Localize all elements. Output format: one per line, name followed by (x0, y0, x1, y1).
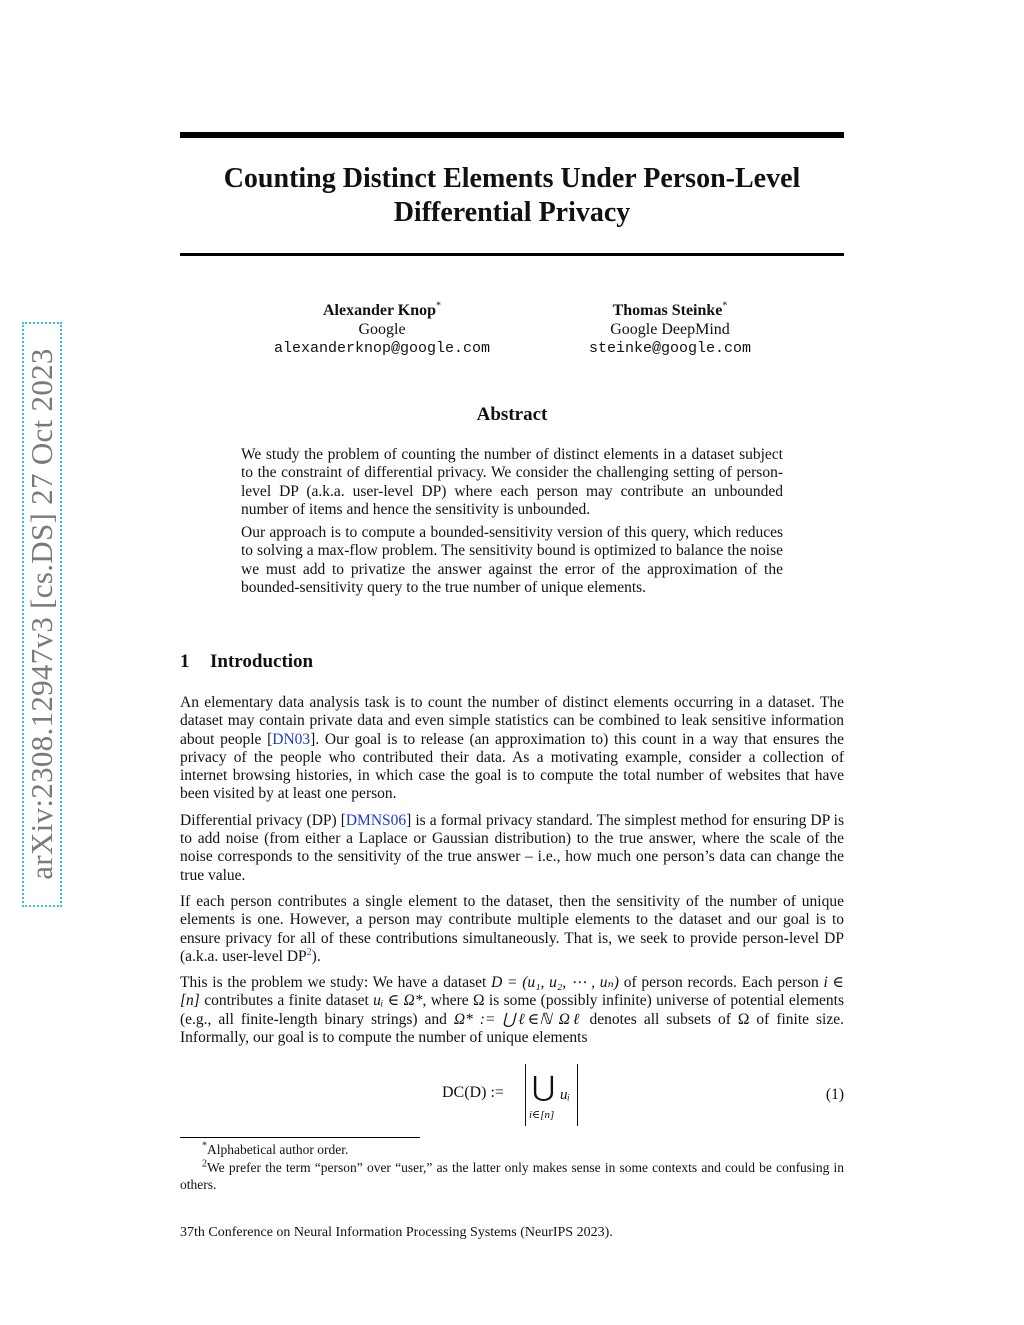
equation-lhs: DC(D) := (442, 1084, 504, 1101)
title-bottom-rule (180, 253, 844, 256)
arxiv-identifier[interactable]: arXiv:2308.12947v3 [cs.DS] 27 Oct 2023 (24, 348, 59, 880)
union-symbol: ⋃ (532, 1072, 555, 1103)
author-mark: * (722, 300, 728, 312)
author-name: Alexander Knop (322, 302, 437, 319)
math-inline: Ω* := ⋃ℓ∈ℕ Ωℓ (453, 1010, 583, 1028)
title-top-rule (180, 132, 844, 138)
paper-title (180, 162, 844, 230)
intro-paragraph-3: If each person contributes a single element to the dataset, then the sensitivity of the number of unique elements is one. However, a person may contribute multiple elements to the dataset and our goal is to ensure privacy for all of these contributions simultaneously. That is, we seek to provide person-level DP (a.k.a. user-level DP$^2$). (180, 892, 844, 965)
abstract-paragraph-2: Our approach is to compute a bounded-sensitivity version of this query, which reduces to solving a max-flow problem. The sensitivity bound is optimized to balance the noise we must add to privatize the answer against the error of the approximation of the bounded-sensitivity query to the true number of unique elements. (241, 524, 783, 597)
author-name: Thomas Steinke (612, 302, 723, 319)
author-email[interactable]: alexanderknop@google.com (273, 340, 491, 357)
section-heading-introduction (180, 651, 313, 673)
section-number: 1 (180, 651, 190, 672)
abs-bar-right (577, 1064, 578, 1126)
math-inline: uᵢ ∈ Ω* (373, 992, 423, 1010)
title-line-2: Differential Privacy (393, 197, 631, 228)
introduction-body (180, 694, 844, 1055)
union-term: uᵢ (560, 1087, 570, 1103)
author-mark: * (436, 300, 442, 312)
intro-paragraph-2: Differential privacy (DP) [DMNS06] is a formal privacy standard. The simplest method for ensuring DP is to add noise (from either a Laplace or Gaussian distribution) to the true answer, where the scale of the noise corresponds to the sensitivity of the true answer – i.e., how much one person’s data can change the true value. (180, 811, 844, 884)
footnote-link[interactable]: 2 (306, 946, 312, 958)
abstract-body (241, 446, 783, 602)
math-inline: i ∈ [n] (180, 974, 844, 1010)
author-block-2 (545, 301, 795, 358)
author-block-1 (232, 301, 532, 358)
footnotes (180, 1141, 844, 1194)
author-affiliation: Google (358, 321, 406, 338)
abstract-paragraph-1: We study the problem of counting the number of distinct elements in a dataset subject to the constraint of differential privacy. We consider the challenging setting of person-level DP (a.k.a. user-level DP) where each person may contribute an unbounded number of items and hence the sensitivity is unbounded. (241, 446, 783, 518)
abstract-heading: Abstract (476, 404, 548, 425)
author-affiliation: Google DeepMind (610, 321, 730, 338)
equation-number: (1) (825, 1086, 844, 1103)
citation-link[interactable]: DMNS06 (345, 811, 407, 829)
section-title: Introduction (210, 651, 314, 672)
title-line-1: Counting Distinct Elements Under Person-Level (223, 163, 801, 194)
venue-note: 37th Conference on Neural Information Processing Systems (NeurIPS 2023). (180, 1225, 613, 1240)
intro-paragraph-1: An elementary data analysis task is to count the number of distinct elements occurring in a dataset. The dataset may contain private data and even simple statistics can be combined to leak sensitive information about people [DN03]. Our goal is to release (an approximation to) this count in a way that ensures the privacy of the people who contributed their data. As a motivating example, consider a collection of internet browsing histories, in which case the goal is to compute the total number of websites that have been visited by at least one person. (180, 694, 844, 803)
math-inline: D = (u₁, u₂, ⋯ , uₙ) (491, 974, 619, 992)
equation-1 (180, 1064, 844, 1128)
intro-paragraph-4: This is the problem we study: We have a dataset D = (u₁, u₂, ⋯ , uₙ) of person records. Each person i ∈ [n] contributes a finite dataset uᵢ ∈ Ω*, where Ω is some (possibly infinite) universe of potential elements (e.g., all finite-length binary strings) and Ω* := ⋃ℓ∈ℕ Ωℓ denotes all subsets of Ω of finite size. Informally, our goal is to compute the number of unique elements (180, 974, 845, 1047)
union-subscript: i∈[n] (529, 1109, 555, 1121)
abs-bar-left (525, 1064, 526, 1126)
footnote-2: $^2$We prefer the term “person” over “user,” as the latter only makes sense in some contexts and could be confusing in others. (180, 1158, 844, 1192)
citation-link[interactable]: DN03 (272, 730, 311, 748)
footnote-rule (180, 1137, 420, 1138)
author-email[interactable]: steinke@google.com (588, 340, 752, 357)
footnote-1: *Alphabetical author order. (202, 1140, 349, 1157)
